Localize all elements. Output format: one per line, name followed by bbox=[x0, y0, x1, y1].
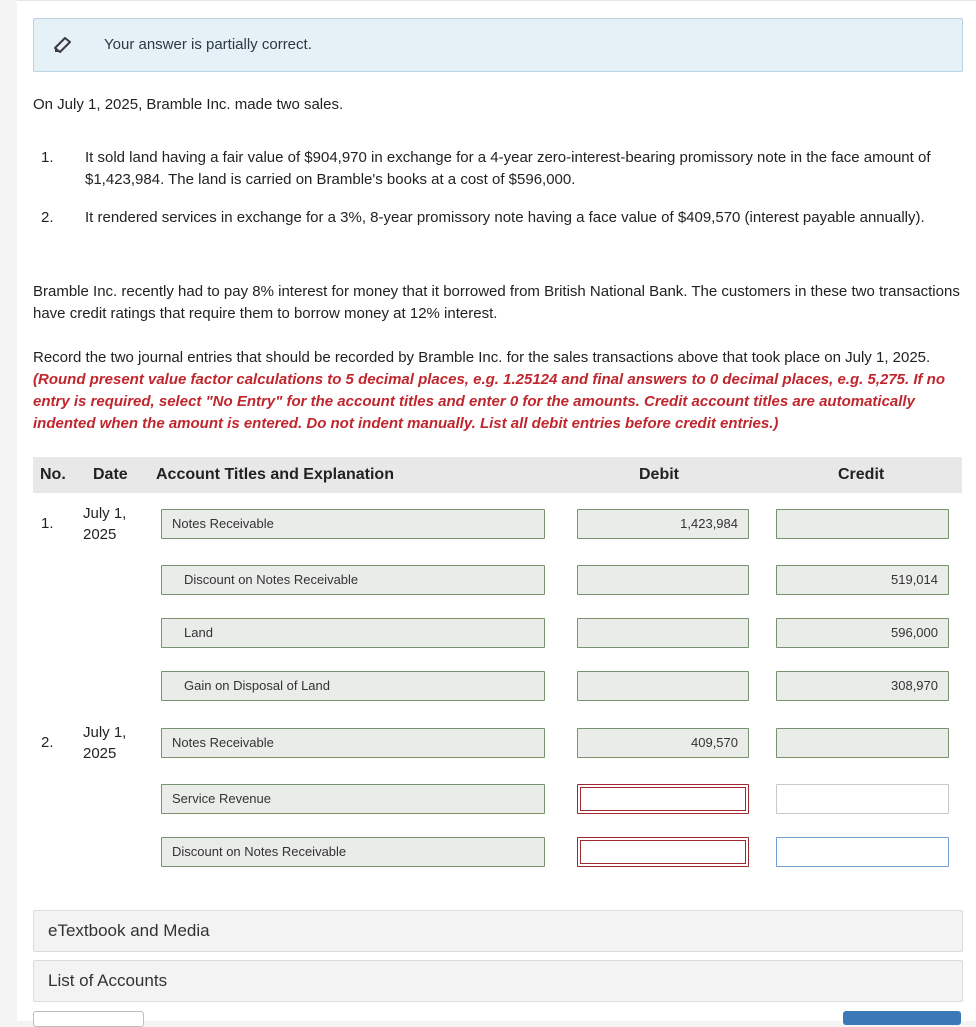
instructions: Record the two journal entries that should be recorded by Bramble Inc. for the sales transactions above that took place on July 1, 2025. (Round present value factor calculations to 5 decimal places, e.g. 1.25124 and final answers to 0 decimal places, e.g. 5,275. If no entry is required, select "No Entry" for the account titles and enter 0 for the amounts. Credit account titles are automatically indented when the amount is entered. Do not indent manually. List all debit entries before credit entries.) bbox=[33, 349, 945, 432]
debit-field[interactable]: 1,423,984 bbox=[577, 509, 749, 539]
debit-field[interactable] bbox=[577, 671, 749, 701]
debit-field-incorrect[interactable] bbox=[577, 784, 749, 814]
credit-field[interactable]: 308,970 bbox=[776, 671, 949, 701]
account-field[interactable]: Discount on Notes Receivable bbox=[161, 837, 545, 867]
entry-number: 2. bbox=[41, 734, 54, 751]
entry-date: July 1, 2025 bbox=[83, 505, 127, 543]
account-field[interactable]: Gain on Disposal of Land bbox=[161, 671, 545, 701]
list-of-accounts-panel[interactable]: List of Accounts bbox=[33, 960, 963, 1002]
instruction-note: (Round present value factor calculations to 5 decimal places, e.g. 1.25124 and final answers to 0 decimal places, e.g. 5,275. If no entry is required, select "No Entry" for the account titles and enter 0 for the amounts. Credit account titles are automatically indented when the amount is entered. Do not indent manually. List all debit entries before credit entries.) bbox=[33, 371, 945, 432]
etextbook-media-panel[interactable]: eTextbook and Media bbox=[33, 910, 963, 952]
secondary-button[interactable] bbox=[33, 1011, 144, 1027]
credit-field[interactable]: 596,000 bbox=[776, 618, 949, 648]
debit-field[interactable] bbox=[577, 618, 749, 648]
feedback-banner bbox=[33, 18, 963, 72]
credit-field[interactable] bbox=[776, 728, 949, 758]
debit-field[interactable] bbox=[577, 565, 749, 595]
problem-intro: On July 1, 2025, Bramble Inc. made two sales. bbox=[33, 96, 344, 113]
problem-context: Bramble Inc. recently had to pay 8% interest for money that it borrowed from British National Bank. The customers in these two transactions have credit ratings that require them to borrow money at 12% interest. bbox=[33, 283, 960, 322]
credit-field[interactable] bbox=[776, 509, 949, 539]
feedback-message: Your answer is partially correct. bbox=[104, 36, 312, 53]
debit-field-incorrect[interactable] bbox=[577, 837, 749, 867]
pencil-icon bbox=[52, 33, 74, 55]
account-field[interactable]: Notes Receivable bbox=[161, 509, 545, 539]
account-field[interactable]: Notes Receivable bbox=[161, 728, 545, 758]
credit-field[interactable]: 519,014 bbox=[776, 565, 949, 595]
account-field[interactable]: Discount on Notes Receivable bbox=[161, 565, 545, 595]
journal-table-header: No. Date Account Titles and Explanation Debit Credit bbox=[33, 457, 962, 493]
question-page: Your answer is partially correct. On July 1, 2025, Bramble Inc. made two sales. 1. It sold land having a fair value of $904,970 in exchange for a 4-year zero-interest-bearing promissory note in the face amount of $1,423,984. The land is carried on Bramble's books at a cost of $596,000. 2. It rendered services in exchange for a 3%, 8-year promissory note having a face value of $409,570 (interest payable annually). Bramble Inc. recently had to pay 8% interest for money that it borrowed from British National Bank. The customers in these two transactions have credit ratings that require them to borrow money at 12% interest. Record the two journal entries that should be recorded by Bramble Inc. for the sales transactions above that took place on July 1, 2025. (Round present value factor calculations to 5 decimal places, e.g. 1.25124 and final answers to 0 decimal places, e.g. 5,275. If no entry is required, select "No Entry" for the account titles and enter 0 for the amounts. Credit account titles are automatically indented when the amount is entered. Do not indent manually. List all debit entries before credit entries.) No. Date Account Titles and Explanation Debit Credit 1. July 1, 2025 Notes Receivable 1,423,984 Discount on Notes Receivable 519,014 Land 596,000 Gain on Disposal of Land 308,970 2. July 1, 2025 Notes Receivable 409,570 Service Revenue Discount on Notes Receivable eTextbook and Media List of Accounts bbox=[17, 0, 976, 1021]
debit-field[interactable]: 409,570 bbox=[577, 728, 749, 758]
account-field[interactable]: Land bbox=[161, 618, 545, 648]
account-field[interactable]: Service Revenue bbox=[161, 784, 545, 814]
entry-date: July 1, 2025 bbox=[83, 724, 127, 762]
primary-button[interactable] bbox=[843, 1011, 961, 1025]
credit-field[interactable] bbox=[776, 837, 949, 867]
credit-field[interactable] bbox=[776, 784, 949, 814]
entry-number: 1. bbox=[41, 515, 54, 532]
